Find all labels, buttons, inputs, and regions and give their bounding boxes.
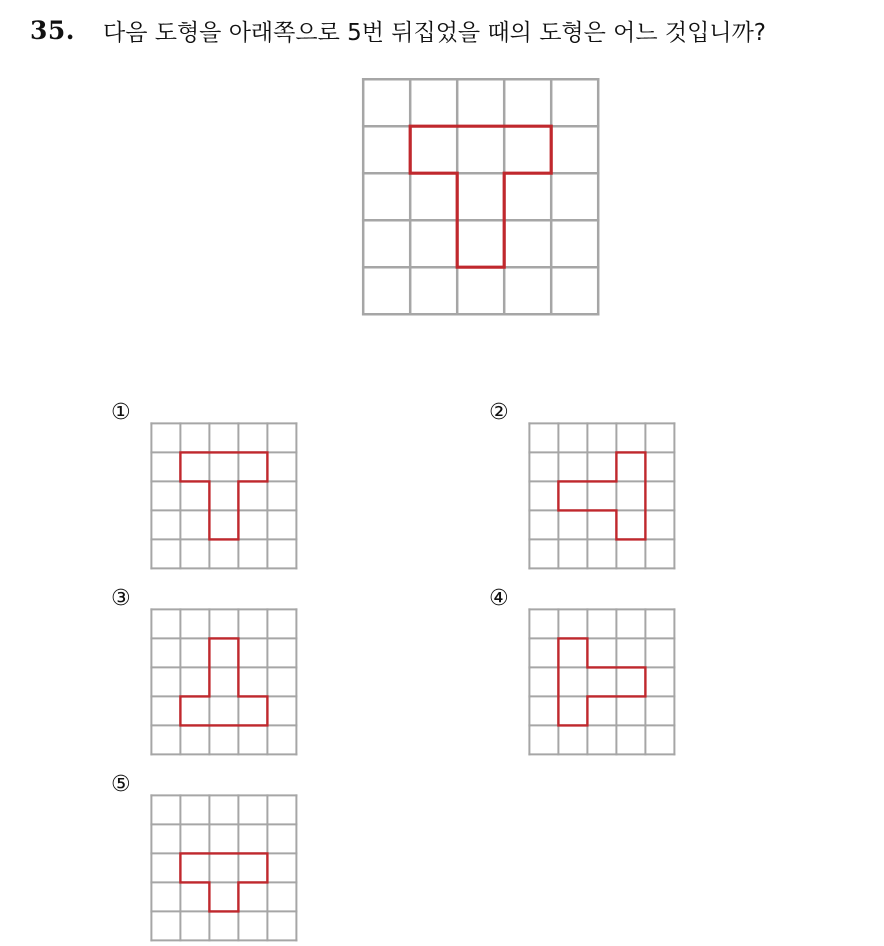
main-figure [363,79,601,317]
choice-1[interactable] [111,402,301,572]
choice-3[interactable] [111,588,301,758]
choice-5-grid [149,793,299,943]
shape-outline [558,452,645,539]
shape-outline [558,638,645,725]
choice-1-marker: ① [111,400,131,425]
question-text: 다음 도형을 아래쪽으로 5번 뒤집었을 때의 도형은 어느 것입니까? [103,19,766,46]
choice-4[interactable] [489,588,679,758]
shape-outline [410,126,551,267]
choice-3-marker: ③ [111,586,131,611]
choice-2-marker: ② [489,400,509,425]
choice-2-grid [527,421,677,571]
choice-5[interactable] [111,774,301,942]
question-number: 35. [30,15,75,45]
choice-4-marker: ④ [489,586,509,611]
choice-4-grid [527,607,677,757]
choice-5-marker: ⑤ [111,772,131,797]
choice-3-grid [149,607,299,757]
shape-outline [180,638,267,725]
shape-outline [180,452,267,539]
question-header [30,12,766,48]
main-figure-grid [360,76,601,317]
choice-1-grid [149,421,299,571]
choice-2[interactable] [489,402,679,572]
